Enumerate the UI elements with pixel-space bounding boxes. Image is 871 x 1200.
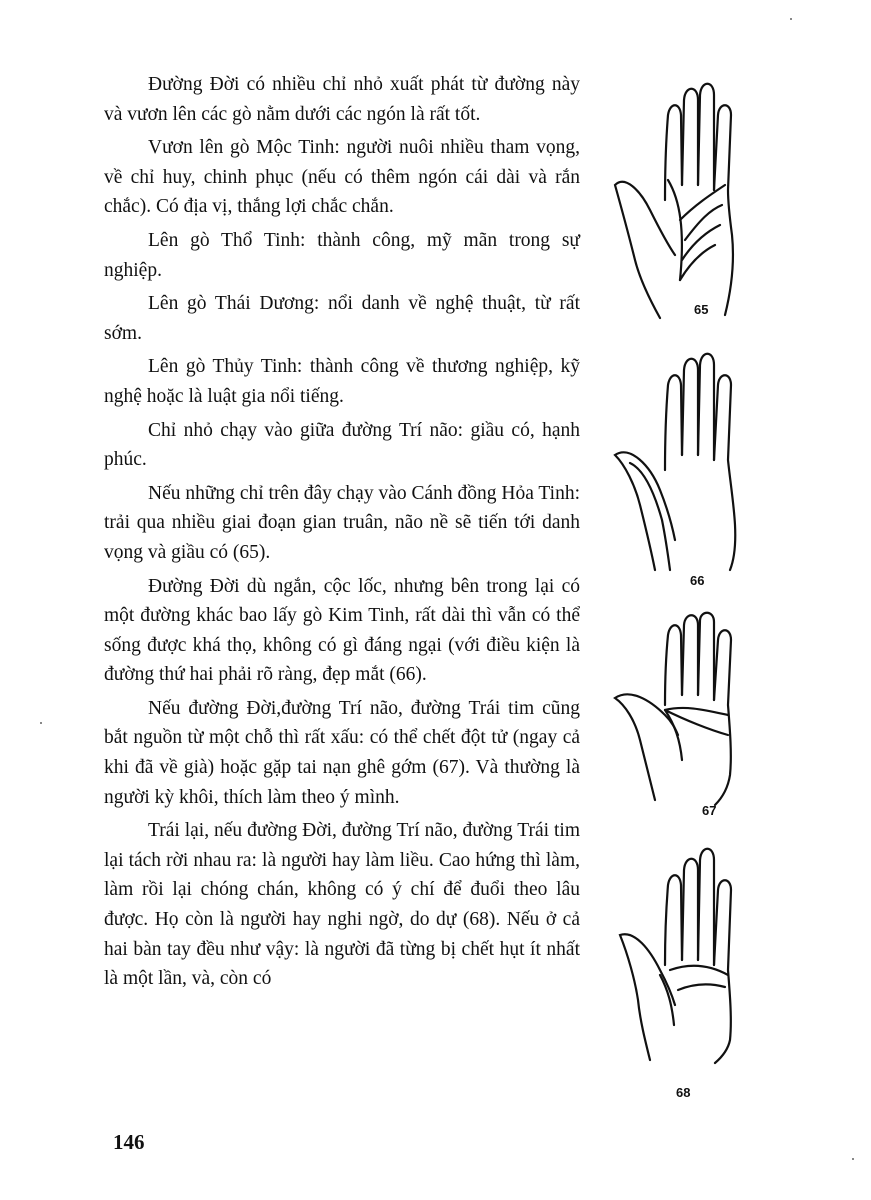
hand-figure-67 bbox=[610, 610, 770, 818]
scan-speck bbox=[40, 722, 42, 724]
paragraph: Nếu những chỉ trên đây chạy vào Cánh đồng Hỏa Tinh: trải qua nhiều giai đoạn gian truân, não nề sẽ tiến tới danh vọng và giầu có (65). bbox=[104, 482, 580, 563]
palm-drawing-icon bbox=[610, 610, 770, 810]
paragraph: Đường Đời dù ngắn, cộc lốc, nhưng bên trong lại có một đường khác bao lấy gò Kim Tinh, rất dài thì vẫn có thể sống được khá thọ, không có gì đáng ngại (với điều kiện là đường thứ hai phải rõ ràng, đẹp mắt (66). bbox=[104, 575, 580, 686]
paragraph: Lên gò Thủy Tinh: thành công về thương nghiệp, kỹ nghệ hoặc là luật gia nổi tiếng. bbox=[104, 356, 580, 407]
paragraph: Lên gò Thái Dương: nổi danh về nghệ thuật, từ rất sớm. bbox=[104, 293, 580, 344]
palm-drawing-icon bbox=[610, 345, 770, 585]
palm-drawing-icon bbox=[610, 845, 770, 1075]
palm-drawing-icon bbox=[610, 80, 770, 320]
figure-label: 65 bbox=[694, 302, 709, 317]
hand-figure-68 bbox=[610, 845, 770, 1100]
hand-figure-66 bbox=[610, 345, 770, 588]
paragraph: Chỉ nhỏ chạy vào giữa đường Trí não: giầu có, hạnh phúc. bbox=[104, 419, 580, 471]
figure-label: 68 bbox=[676, 1085, 691, 1100]
page-number: 146 bbox=[113, 1130, 145, 1154]
paragraph: Trái lại, nếu đường Đời, đường Trí não, đường Trái tim lại tách rời nhau ra: là người hay làm liều. Cao hứng thì làm, làm rồi lại chóng chán, không có ý chí để đuổi theo lâu được. Họ còn là người hay nghi ngờ, do dự (68). Nếu ở cả hai bàn tay đều như vậy: là người đã từng bị chết hụt ít nhất là một lần, và, còn có bbox=[104, 820, 580, 990]
hand-figure-65 bbox=[610, 80, 770, 320]
figure-label: 66 bbox=[690, 573, 705, 588]
paragraph: Lên gò Thổ Tinh: thành công, mỹ mãn trong sự nghiệp. bbox=[104, 229, 580, 281]
scan-speck bbox=[790, 18, 792, 20]
figure-label: 67 bbox=[702, 803, 717, 818]
scan-speck bbox=[852, 1158, 854, 1160]
paragraph: Nếu đường Đời,đường Trí não, đường Trái tim cũng bắt nguồn từ một chỗ thì rất xấu: có thể chết đột tử (ngay cả khi đã về già) hoặc gặp tai nạn ghê gớm (67). Và thường là người kỳ khôi, thích làm theo ý mình. bbox=[104, 697, 580, 808]
paragraph: Vươn lên gò Mộc Tinh: người nuôi nhiều tham vọng, về chỉ huy, chinh phục (nếu có thêm ngón cái dài và rắn chắc). Có địa vị, thắng lợi chắc chắn. bbox=[104, 137, 580, 218]
paragraph: Đường Đời có nhiều chỉ nhỏ xuất phát từ đường này và vươn lên các gò nằm dưới các ngón là rất tốt. bbox=[104, 74, 580, 125]
body-text bbox=[104, 70, 580, 998]
